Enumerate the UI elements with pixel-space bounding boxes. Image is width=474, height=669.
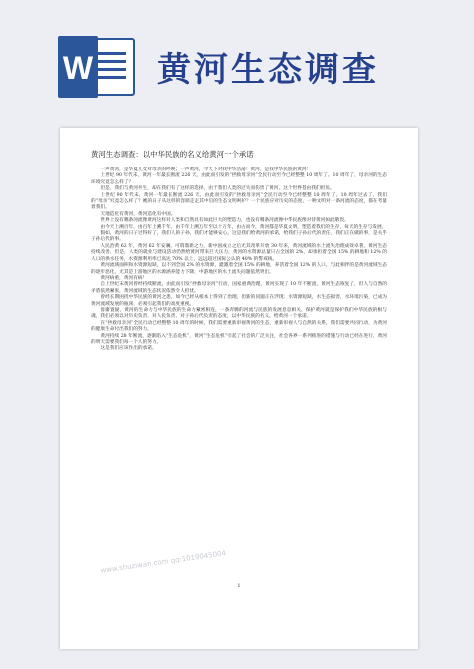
body-paragraph: 人民治黄 62 年，黄河 62 年安澜。可谓鼎新之力，新中国成立之后尤其改革开放 30 年来，黄河流域的水土流失治理成效卓著，黄河生态持续改善，但是，人类的就业与建设活动仍然给黄河带来巨大压力，黄河的水资源总量只占全国的 2%，却承担着全国 15% 的耕地和 12% 的人口的供水任务，水资源利用率已高达 70% 以上，远远超过国际公认的 40% 的警戒线。: [91, 243, 387, 262]
body-paragraph: 黄河持续 28 年断流，逐渐陷入“生态危机”，黄河“生态危机”引起了社会的广泛关注，社会各界一系列推进的措施与行动已经在进行，黄河的明天需要我们每一个人的努力。: [91, 333, 387, 345]
document-banner: [0, 0, 474, 125]
body-paragraph: 世界上没有哪条河流像黄河这样对人类和自然具有如此巨大的塑造力，也没有哪条河流像中华民族像对待黄河如此敬畏。: [100, 218, 349, 224]
body-paragraph: 这是我们应该作出的承诺。: [100, 346, 157, 352]
page-heading: 黄河生态调查：以中华民族的名义给黄河一个承诺: [91, 150, 254, 159]
body-paragraph: 由今天上溯百年，由百年上溯千年，由千年上溯万年至以十万年，由古而今，黄河都是华夏文明，塑造着我们的生存，每天的生存与发展。: [100, 224, 387, 230]
document-page: [60, 128, 418, 649]
word-logo-letter: W: [62, 50, 94, 86]
body-paragraph: 黄河流域面积和水资源短缺，以不到全国 2% 的水资源，灌溉着全国 15% 的耕地，养活着全国 12% 的人口，与此相伴的是黄河流域生态的逐步恶化，尤其是上游地区的水源涵养能力下降，中游地区的水土流失问题依然突出。: [91, 263, 387, 275]
page-body: [91, 167, 387, 467]
body-paragraph: 假如，黄河的日子过得好了，我们人的子孙，我们才能够安心。这是我们给黄河的承诺，给我们子孙后代的责任，我们正在做的事，是关乎子孙后代的事。: [91, 231, 387, 243]
body-paragraph: 自上世纪末黄河曾经持续断流，由此而引发“拯救母亲河”行动，国家重典治理，黄河实现了 10 年不断流，黄河生态恢复了，但人与自然的矛盾依然紧张，黄河流域的生态状况依然令人担忧。: [91, 282, 387, 294]
document-title: 黄河生态调查: [157, 50, 379, 90]
body-paragraph: 但是，我们与黄河共生，却在我们有了这样的选择，由于我们人类的过失而伤害了黄河，这个世界苍由我们担负。: [100, 186, 335, 192]
body-paragraph: 黄河病重，黄河有病！: [100, 275, 148, 281]
word-document-icon: [56, 36, 136, 98]
body-paragraph: 上世纪 90 年代末，黄河一年最长断流 226 天，由此而引发的“拯救母亲河”全民行动至今已经整整 10 周年了。10 周年了，母亲河的生态环境究竟怎么样了？: [91, 173, 387, 185]
watermark: www.shuziwan.com qq:1019045004: [100, 549, 227, 575]
body-paragraph: 毋庸置疑，黄河的生命力与中华民族的生命力紧密相连，一条奔腾的河流与民族的发展息息相关，保护黄河就是保护我们中华民族的根与魂，我们必须以对历史负责、对人民负责、对子孙后代负责的态度，以中华民族的名义，给黄河一个承诺。: [91, 307, 387, 320]
body-paragraph: 曾经长期困扰中华民族的黄河之患，如今已经从根本上得到了治理，但新的问题正在浮现：水资源短缺，水生态损害，水环境污染，已成为黄河流域发展的瓶颈，必须引起我们的高度重视。: [91, 295, 387, 307]
body-paragraph: 上世纪 90 年代末，黄河一年最长断流 226 天，由此而引发的“拯救母亲河”全民行动至今已经整整 10 周年了。10 周年过去了，我们的“母亲”究竟怎么样了？她的日子从这样的容颜走走其中启的生态文明呵护？一个民族应对历史的态度，一种文明对一条河流的态度，都在考量着我们。: [91, 192, 387, 211]
body-paragraph: 在“拯救母亲河”全民行动已经整整 10 周年的时候，我们需要重新审视黄河的生态，重新审视人与自然的关系，我们需要共同行动，为黄河的健康生命付出我们的努力。: [91, 320, 387, 333]
body-paragraph: 天地造化有黄河，黄河造化有中国。: [100, 211, 176, 217]
body-paragraph: 一声黄河，是华夏儿女对母亲的呼唤；一声黄河，今天下对我中华浩荡！黄河，是我中华民族的黄河！: [100, 167, 312, 172]
page-number: 1: [237, 583, 241, 589]
